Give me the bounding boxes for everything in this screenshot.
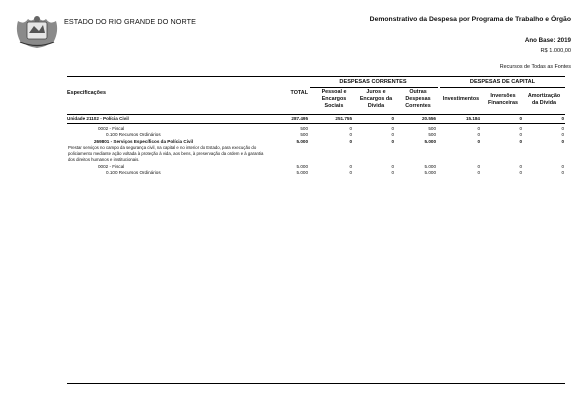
- page-footer-rule: [67, 383, 565, 384]
- state-name: ESTADO DO RIO GRANDE DO NORTE: [64, 17, 197, 26]
- value-pessoal: 0: [349, 170, 352, 175]
- value-amortizacao: 0: [561, 164, 564, 169]
- column-header-outras: [398, 89, 438, 109]
- header-line: Dívida: [367, 102, 385, 109]
- description-line: policiamento mediante ação voltada à proteção à vida, aos bens, à preservação da ordem e à garantia: [68, 150, 264, 156]
- state-coat-of-arms-logo: [14, 11, 60, 49]
- header-line: Outras: [409, 89, 427, 95]
- value-inversoes: 0: [519, 126, 522, 131]
- value-investimentos: 0: [477, 170, 480, 175]
- column-header-inversoes: [484, 93, 522, 107]
- column-header-investimentos: Investimentos: [442, 96, 480, 102]
- table-top-rule: [67, 76, 565, 77]
- group-despesas-correntes: DESPESAS CORRENTES: [339, 79, 407, 85]
- unit-row-label: Unidade 21102 - Polícia Civil: [67, 116, 129, 121]
- value-amortizacao: 0: [561, 116, 564, 121]
- value-pessoal: 0: [349, 164, 352, 169]
- value-inversoes: 0: [519, 116, 522, 121]
- header-line: da Dívida: [532, 99, 556, 106]
- value-pessoal: 251.755: [335, 116, 352, 121]
- header-line: Correntes: [405, 102, 431, 109]
- value-investimentos: 15.184: [465, 116, 480, 121]
- value-amortizacao: 0: [561, 170, 564, 175]
- header-line: Despesas: [405, 95, 431, 102]
- value-investimentos: 0: [477, 139, 480, 144]
- value-juros: 0: [391, 164, 394, 169]
- value-outras: 500: [428, 132, 436, 137]
- value-total: 5.000: [296, 164, 308, 169]
- document-title: Demonstrativo da Despesa por Programa de Trabalho e Órgão: [369, 16, 571, 23]
- value-amortizacao: 0: [561, 139, 564, 144]
- value-juros: 0: [391, 116, 394, 121]
- header-line: Sociais: [324, 102, 344, 109]
- program-label: 269801 - Serviços Específicos da Polícia Civil: [94, 139, 194, 144]
- value-outras: 5.000: [424, 139, 436, 144]
- header-line: Amortização: [527, 93, 561, 99]
- value-total: 5.000: [296, 139, 308, 144]
- value-outras: 20.556: [421, 116, 436, 121]
- value-juros: 0: [391, 170, 394, 175]
- value-outras: 500: [428, 126, 436, 131]
- value-inversoes: 0: [519, 139, 522, 144]
- group-capital-underline: [440, 87, 565, 88]
- column-header-total: TOTAL: [290, 90, 308, 96]
- value-amortizacao: 0: [561, 132, 564, 137]
- header-line: Juros e: [366, 89, 386, 95]
- group-correntes-underline: [310, 87, 438, 88]
- value-total: 500: [300, 126, 308, 131]
- value-outras: 5.000: [424, 170, 436, 175]
- value-investimentos: 0: [477, 132, 480, 137]
- header-line: Encargos da: [359, 95, 393, 102]
- value-pessoal: 0: [349, 139, 352, 144]
- column-header-amortizacao: [524, 93, 564, 107]
- header-line: Pessoal e: [321, 89, 347, 95]
- column-header-especificacoes: Especificações: [67, 90, 106, 96]
- value-juros: 0: [391, 126, 394, 131]
- row-label: 0.100 Recursos Ordinários: [106, 170, 161, 175]
- funding-sources-label: Recursos de Todas as Fontes: [499, 64, 571, 70]
- header-line: Encargos: [321, 95, 347, 102]
- column-header-pessoal: [314, 89, 354, 109]
- description-line: dos direitos humanos e institucionais.: [68, 156, 140, 162]
- value-outras: 5.000: [424, 164, 436, 169]
- unit-row-rule: [67, 123, 565, 124]
- table-header-rule: [67, 114, 565, 115]
- row-label: 0002 - Fiscal: [98, 164, 125, 169]
- header-line: Inversões: [490, 93, 516, 99]
- row-label: 0.100 Recursos Ordinários: [106, 132, 161, 137]
- value-total: 5.000: [296, 170, 308, 175]
- group-despesas-capital: DESPESAS DE CAPITAL: [469, 79, 536, 85]
- row-label: 0002 - Fiscal: [98, 126, 125, 131]
- value-total: 500: [300, 132, 308, 137]
- column-header-juros: [356, 89, 396, 109]
- value-inversoes: 0: [519, 164, 522, 169]
- value-pessoal: 0: [349, 132, 352, 137]
- value-inversoes: 0: [519, 170, 522, 175]
- description-line: Prestar serviços no campo da segurança civil, na capital e no interior do Estado, para execução do: [68, 145, 257, 150]
- value-inversoes: 0: [519, 132, 522, 137]
- value-investimentos: 0: [477, 164, 480, 169]
- value-total: 287.495: [291, 116, 308, 121]
- value-pessoal: 0: [349, 126, 352, 131]
- value-juros: 0: [391, 139, 394, 144]
- value-amortizacao: 0: [561, 126, 564, 131]
- value-juros: 0: [391, 132, 394, 137]
- currency-unit: R$ 1.000,00: [540, 48, 571, 54]
- base-year: Ano Base: 2019: [524, 37, 571, 44]
- header-line: Financeiras: [488, 99, 518, 106]
- program-description: [68, 145, 296, 162]
- value-investimentos: 0: [477, 126, 480, 131]
